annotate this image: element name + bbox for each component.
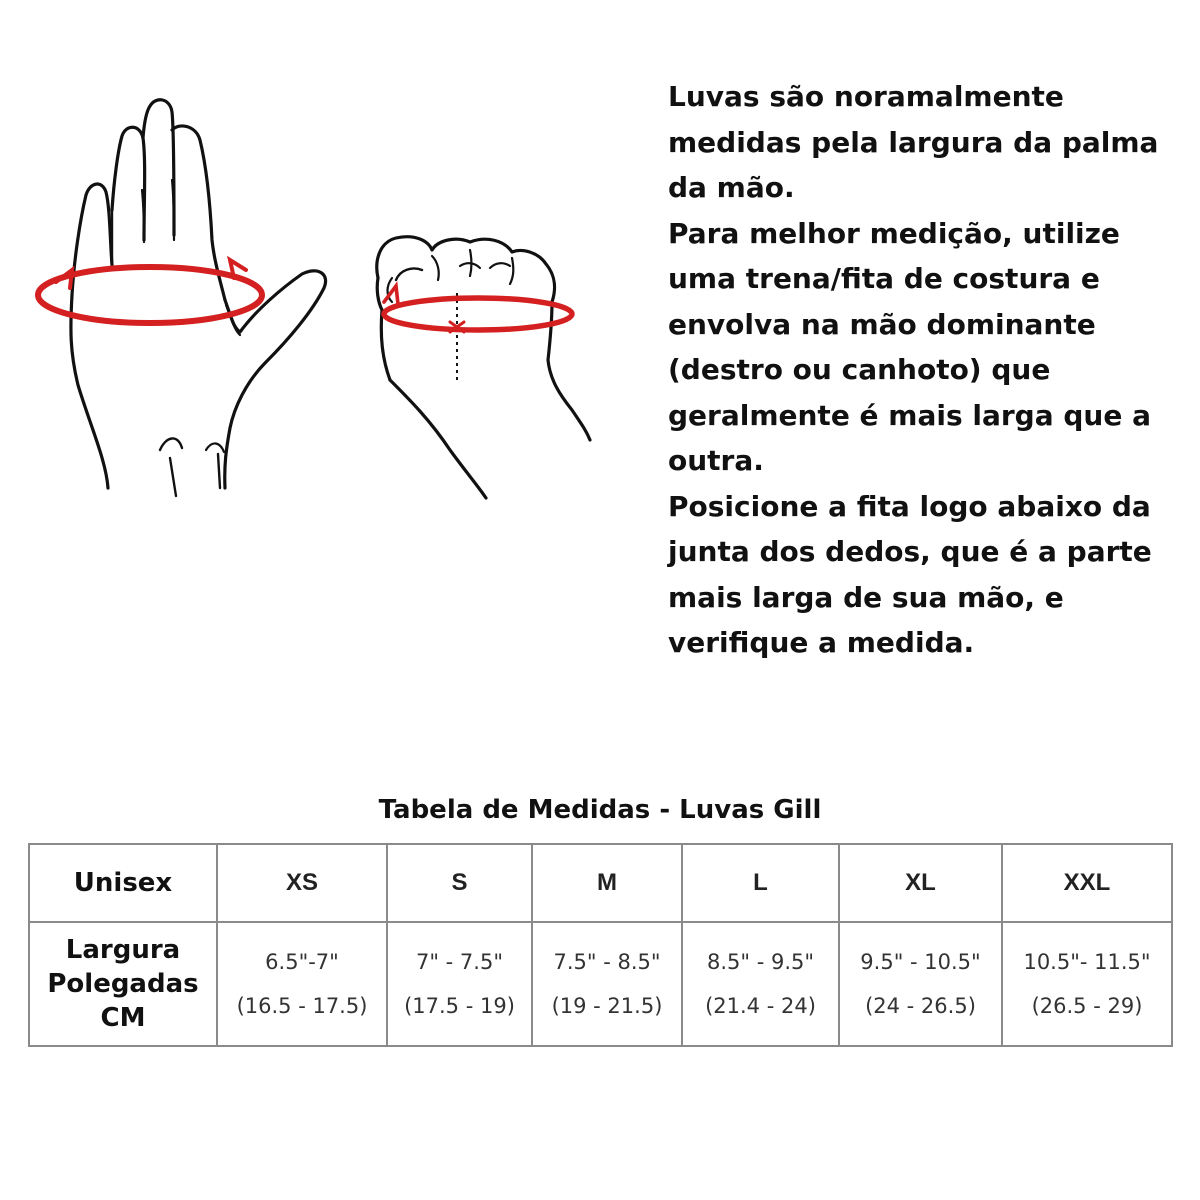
size-header-l: L xyxy=(682,844,839,922)
fist-tape-icon xyxy=(384,286,572,332)
size-header-xxl: XXL xyxy=(1002,844,1172,922)
fist-icon xyxy=(377,237,590,498)
unisex-header-cell: Unisex xyxy=(29,844,217,922)
size-values-s xyxy=(387,922,532,1046)
size-header-xl: XL xyxy=(839,844,1002,922)
hand-measurement-illustration xyxy=(20,90,600,520)
measurement-row-label xyxy=(29,922,217,1046)
table-header-row xyxy=(29,844,1172,922)
inches-value: 8.5" - 9.5" xyxy=(706,950,815,974)
cm-value: (21.4 - 24) xyxy=(705,994,816,1018)
size-header-m: M xyxy=(532,844,682,922)
inches-value: 10.5"- 11.5" xyxy=(1023,950,1151,974)
size-values-xxl xyxy=(1002,922,1172,1046)
cm-value: (26.5 - 29) xyxy=(1031,994,1143,1018)
row-label-largura: Largura xyxy=(65,935,181,965)
table-values-row xyxy=(29,922,1172,1046)
inches-value: 7.5" - 8.5" xyxy=(553,950,661,974)
size-values-l xyxy=(682,922,839,1046)
size-values-xs xyxy=(217,922,387,1046)
row-label-cm: CM xyxy=(100,1003,146,1033)
table-title: Tabela de Medidas - Luvas Gill xyxy=(378,795,822,825)
row-label-polegadas: Polegadas xyxy=(47,969,199,999)
instructions-paragraph-1: Luvas são noramalmente medidas pela largura da palma da mão. xyxy=(668,80,1159,204)
size-header-xs: XS xyxy=(217,844,387,922)
instructions-paragraph-3: Posicione a fita logo abaixo da junta dos dedos, que é a parte mais larga de sua mão, e verifique a medida. xyxy=(668,489,1152,659)
open-hand-icon xyxy=(71,100,326,496)
inches-value: 9.5" - 10.5" xyxy=(860,950,981,974)
instructions-text xyxy=(668,74,1178,666)
size-table xyxy=(28,843,1173,1047)
size-header-s: S xyxy=(387,844,532,922)
cm-value: (17.5 - 19) xyxy=(404,994,515,1018)
size-values-m xyxy=(532,922,682,1046)
size-values-xl xyxy=(839,922,1002,1046)
instructions-paragraph-2: Para melhor medição, utilize uma trena/fita de costura e envolva na mão dominante (destro ou canhoto) que geralmente é mais larga que a outra. xyxy=(668,216,1151,477)
cm-value: (16.5 - 17.5) xyxy=(236,994,368,1018)
cm-value: (19 - 21.5) xyxy=(551,994,663,1018)
cm-value: (24 - 26.5) xyxy=(865,994,976,1018)
inches-value: 6.5"-7" xyxy=(265,950,339,974)
inches-value: 7" - 7.5" xyxy=(415,950,503,974)
